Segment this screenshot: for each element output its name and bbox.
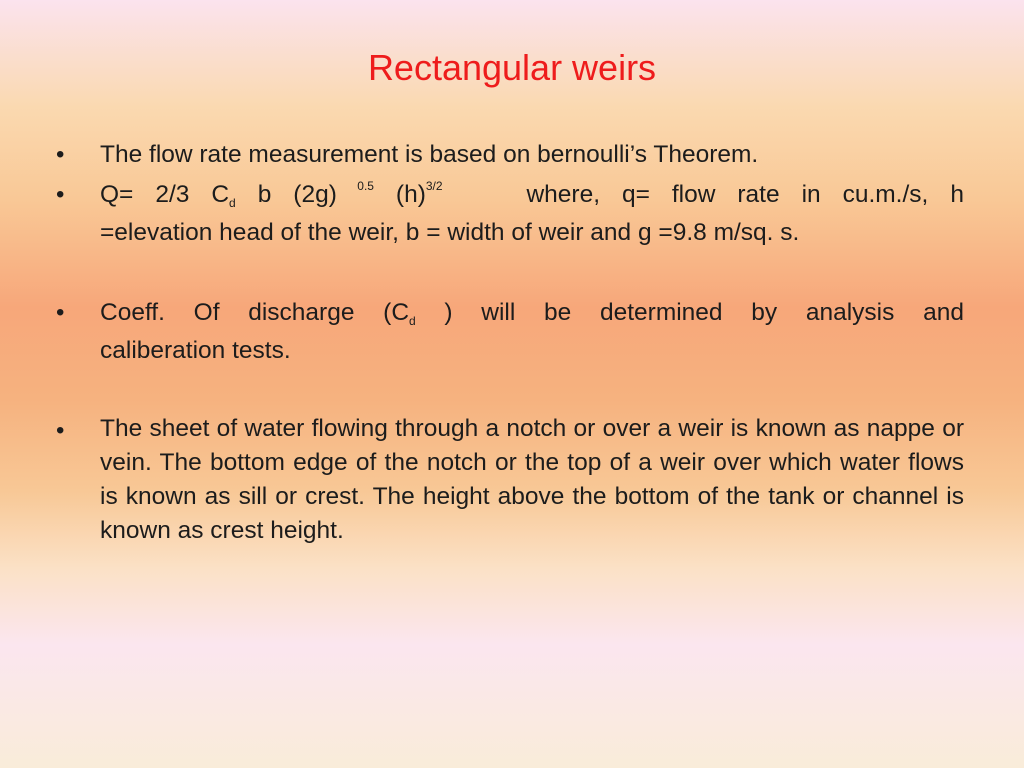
where-word: flow (671, 181, 716, 208)
bullet-icon: • (56, 299, 65, 326)
formula-cd-subscript: d (229, 196, 236, 210)
bullet-item (56, 412, 964, 548)
word: by (751, 299, 778, 326)
where-word: in (801, 181, 821, 208)
word: discharge (248, 299, 355, 326)
word: analysis (805, 299, 895, 326)
coeff-line (100, 294, 964, 332)
bullet-list (56, 136, 964, 548)
formula-2g: (2g) $^{0.5}$ (293, 179, 374, 208)
formula-exponent-2: 3/2 (425, 179, 443, 193)
formula-b: b (257, 181, 272, 208)
word: determined (599, 299, 723, 326)
word: be (544, 299, 572, 326)
formula-q: Q= (100, 181, 134, 208)
word: ) (444, 299, 453, 326)
where-word: cu.m./s, (842, 181, 929, 208)
word: will (481, 299, 516, 326)
coeff-cd: ($C_d$ (383, 299, 416, 328)
bullet-item (56, 136, 964, 174)
slide-title: Rectangular weirs (367, 47, 657, 88)
bullet-text-line2: caliberation tests. (100, 337, 291, 364)
bullet-icon: • (56, 417, 65, 444)
where-word: rate (737, 181, 780, 208)
word: Of (193, 299, 220, 326)
where-word: h (950, 181, 964, 208)
coeff-cd-subscript: d (409, 314, 416, 328)
bullet-text: The flow rate measurement is based on bernoulli’s Theorem. (100, 141, 759, 168)
formula-gap (465, 176, 505, 214)
formula-exponent-1: 0.5 (357, 179, 374, 193)
bullet-item (56, 176, 964, 252)
bullet-item (56, 294, 964, 370)
word: and (923, 299, 964, 326)
formula-cd: $C_d$ (211, 181, 236, 210)
formula-h: $(h)^{3/2}$ (395, 179, 443, 208)
bullet-text-line2: =elevation head of the weir, b = width of weir and g =9.8 m/sq. s. (100, 219, 800, 246)
bullet-icon: • (56, 181, 65, 208)
formula-fraction: 2/3 (155, 181, 190, 208)
formula-line (100, 176, 964, 214)
bullet-icon: • (56, 141, 65, 168)
word: Coeff. (100, 299, 165, 326)
bullet-text: The sheet of water flowing through a notch or over a weir is known as nappe or vein. The bottom edge of the notch or the top of a weir over which water flows is known as sill or crest. The height above the bottom of the tank or channel is known as crest height. (100, 415, 964, 544)
where-word: where, (526, 181, 601, 208)
where-word: q= (621, 181, 650, 208)
